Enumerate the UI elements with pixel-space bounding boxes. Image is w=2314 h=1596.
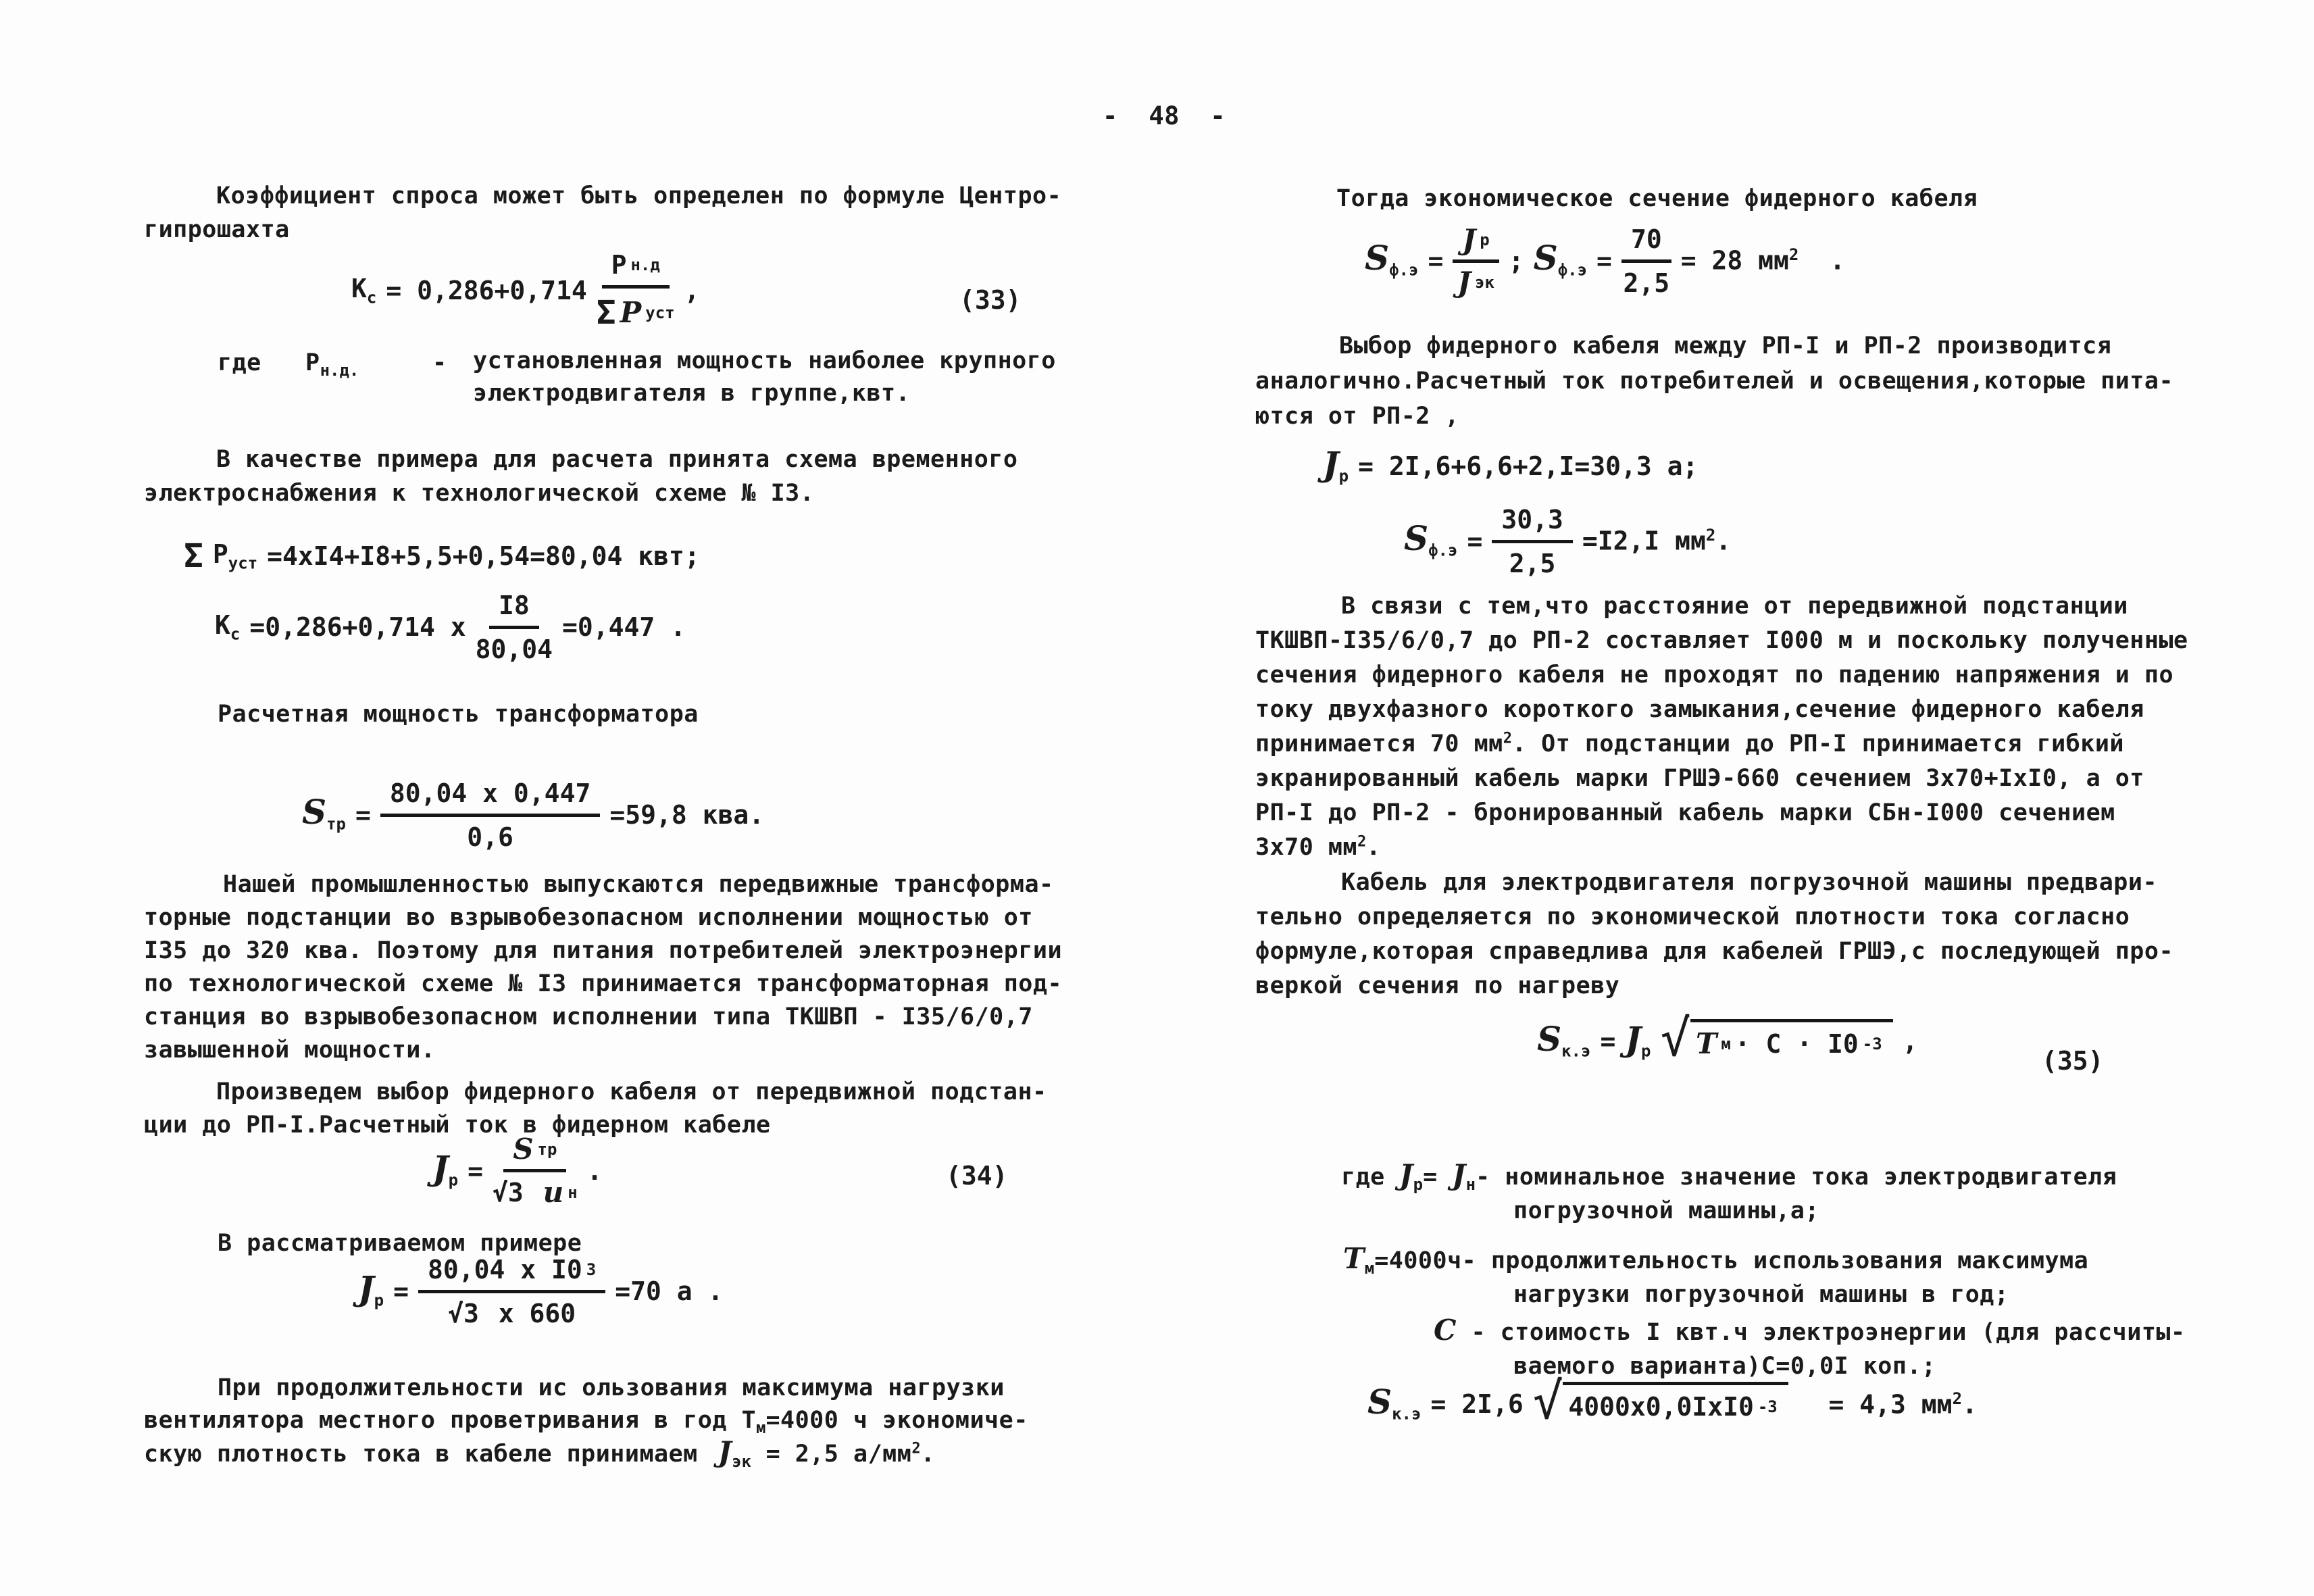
paragraph-line: Тогда экономическое сечение фидерного кабеля: [1336, 185, 1978, 212]
paragraph-line: станция во взрывобезопасном исполнении типа ТКШВП - I35/6/0,7: [144, 1003, 1033, 1030]
formula-term: $J_р$: [1625, 1019, 1651, 1061]
paragraph-line: гипрошахта: [144, 216, 290, 243]
paragraph-line: завышенной мощности.: [144, 1037, 436, 1064]
paragraph-line: принимается 70 $мм^2$. От подстанции до РП-I принимается гибкий: [1255, 730, 2124, 757]
paragraph-line: аналогично.Расчетный ток потребителей и освещения,которые пита-: [1255, 368, 2174, 395]
where-desc: электродвигателя в группе,квт.: [473, 380, 911, 407]
fraction: $\frac{30,3}{2,5}$: [1492, 503, 1573, 578]
formula-sfe2: [1404, 503, 1731, 578]
paragraph-line: формуле,которая справедлива для кабелей ГРШЭ,с последующей про-: [1255, 938, 2174, 965]
formula-term: $К_с$: [351, 273, 377, 307]
formula-term: =: [355, 799, 371, 830]
paragraph-line: тельно определяется по экономической плотности тока согласно: [1255, 903, 2130, 930]
paragraph-line: В качестве примера для расчета принята схема временного: [216, 446, 1018, 473]
formula-final: [1367, 1372, 1978, 1430]
formula-str: [302, 777, 764, 852]
formula-term: $К_с$: [215, 609, 241, 644]
paragraph-line: В рассматриваемом примере: [218, 1230, 582, 1257]
formula-term: =4хI4+I8+5,5+0,54=80,04 квт;: [267, 541, 700, 571]
paragraph-line: Кабель для электродвигателя погрузочной машины предвари-: [1341, 869, 2158, 896]
where-row: $Т_м=4000ч-$ продолжительность использования максимума: [1343, 1242, 2089, 1278]
formula-term: =: [1467, 526, 1483, 556]
where-desc: ваемого варианта)С=0,0I коп.;: [1513, 1353, 1936, 1380]
paragraph-line: ТКШВП-I35/6/0,7 до РП-2 составляет I000 м и поскольку полученные: [1255, 627, 2188, 654]
formula-term: ,: [684, 275, 700, 305]
where-row: С - стоимость I квт.ч электроэнергии (для рассчиты-: [1434, 1314, 2186, 1347]
formula-35: [1537, 1009, 1918, 1068]
formula-34: [432, 1134, 603, 1207]
formula-term: =: [393, 1276, 409, 1306]
paragraph-line: электроснабжения к технологической схеме № I3.: [144, 480, 815, 507]
formula-term: = 4,3 $мм^2$.: [1828, 1389, 1978, 1420]
paragraph-line: При продолжительности ис ользования максимума нагрузки: [218, 1374, 1005, 1401]
formula-term: $S_{к.э}$: [1537, 1019, 1591, 1061]
paragraph-line: Расчетная мощность трансформатора: [218, 701, 699, 728]
formula-term: $J_р$: [358, 1268, 384, 1310]
square-root: √ 4000х0,0IхI0 -3: [1533, 1382, 1788, 1427]
formula-term: $J_р$: [432, 1148, 459, 1190]
formula-sfe: [1365, 223, 1845, 298]
paragraph-line: Произведем выбор фидерного кабеля от передвижной подстан-: [216, 1078, 1047, 1105]
where-keyword: где: [218, 349, 261, 376]
formula-33: [351, 249, 700, 332]
paragraph-line: торные подстанции во взрывобезопасном исполнении мощностью от: [144, 904, 1033, 931]
where-desc: погрузочной машины,а;: [1513, 1197, 1820, 1224]
formula-kc: [215, 589, 686, 664]
paragraph-line: ются от РП-2 ,: [1255, 403, 1460, 430]
formula-term: ,: [1902, 1026, 1918, 1057]
fraction: $\frac{70}{2,5}$: [1621, 223, 1671, 298]
formula-term: $S_{тр}$: [302, 792, 347, 834]
formula-term: =I2,I $мм^2$.: [1582, 526, 1732, 556]
fraction: $\frac{80,04 х 0,447}{0,6}$: [380, 777, 600, 852]
fraction: 80,04 х I0 3 √3 х 660: [418, 1253, 605, 1328]
fraction: Р н.д Σ Р уст: [596, 250, 675, 332]
where-row: где $J_р= J_н-$ номинальное значение тока электродвигателя: [1341, 1158, 2117, 1194]
paragraph-line: току двухфазного короткого замыкания,сечение фидерного кабеля: [1255, 696, 2144, 723]
fraction: S тр √3 u н: [493, 1132, 578, 1209]
formula-sum-power: [184, 537, 700, 575]
fraction: J р J эк: [1453, 224, 1499, 297]
paragraph-line: Коэффициент спроса может быть определен по формуле Центро-: [216, 182, 1062, 209]
formula-term: =: [468, 1155, 484, 1186]
paragraph-line: вентилятора местного проветривания в год $Т_м=4000$ ч экономиче-: [144, 1407, 1028, 1437]
paragraph-line: Выбор фидерного кабеля между РП-I и РП-2 производится: [1339, 332, 2112, 359]
formula-term: =0,286+0,714 х: [249, 612, 466, 642]
paragraph-line: сечения фидерного кабеля не проходят по падению напряжения и по: [1255, 662, 2174, 689]
where-dash: -: [432, 349, 447, 376]
formula-term: $S_{ф.э}$: [1533, 238, 1588, 280]
formula-number: (35): [2042, 1046, 2104, 1076]
formula-term: =: [1600, 1026, 1616, 1057]
paragraph-line: РП-I до РП-2 - бронированный кабель марки СБн-I000 сечением: [1255, 799, 2115, 826]
formula-term: $S_{к.э}$: [1367, 1382, 1422, 1424]
formula-term: = 0,286+0,714: [386, 275, 587, 305]
formula-term: $J_р$: [1323, 444, 1349, 486]
paragraph-line: Нашей промышленностью выпускаются передвижные трансформа-: [223, 871, 1054, 898]
where-desc: установленная мощность наиболее крупного: [473, 347, 1056, 374]
paragraph-line: 3х70 $мм^2$.: [1255, 833, 1381, 861]
paragraph-line: ции до РП-I.Расчетный ток в фидерном кабеле: [144, 1112, 771, 1139]
paragraph-line: экранированный кабель марки ГРШЭ-660 сечением 3х70+IхI0, а от: [1255, 765, 2144, 792]
formula-number: (34): [946, 1161, 1008, 1191]
formula-jp: [358, 1253, 723, 1328]
formula-number: (33): [959, 285, 1022, 315]
paragraph-line: веркой сечения по нагреву: [1255, 972, 1620, 999]
square-root: √ Т м · С · I0 -3: [1660, 1019, 1892, 1064]
formula-term: =: [1596, 245, 1612, 276]
formula-term: = 28 $мм^2$ .: [1680, 245, 1845, 276]
formula-term: = 2I,6: [1430, 1389, 1524, 1420]
fraction: $\frac{I8}{80,04}$: [475, 591, 553, 664]
where-desc: нагрузки погрузочной машины в год;: [1513, 1281, 2009, 1308]
page-number: - 48 -: [1103, 101, 1226, 130]
formula-jp2: [1323, 444, 1699, 486]
formula-term: =0,447 .: [562, 612, 686, 642]
paragraph-line: I35 до 320 ква. Поэтому для питания потребителей электроэнергии: [144, 937, 1063, 964]
formula-term: =70 а .: [615, 1276, 724, 1306]
sigma-symbol: Σ: [184, 537, 203, 575]
formula-term: = 2I,6+6,6+2,I=30,3 а;: [1358, 451, 1699, 482]
paragraph-line: В связи с тем,что расстояние от передвижной подстанции: [1341, 593, 2128, 620]
formula-term: $S_{ф.э}$: [1365, 238, 1419, 280]
formula-term: $Р_{уст}$: [212, 539, 258, 573]
where-symbol: $Р_{н.д.}$: [305, 349, 359, 380]
formula-term: ;: [1508, 245, 1524, 276]
formula-term: =: [1428, 245, 1444, 276]
formula-term: =59,8 ква.: [609, 799, 765, 830]
paragraph-line: по технологической схеме № I3 принимается трансформаторная под-: [144, 970, 1063, 997]
formula-term: .: [586, 1155, 603, 1186]
formula-term: $S_{ф.э}$: [1404, 518, 1458, 560]
paragraph-line: скую плотность тока в кабеле принимаем $J_{эк} = 2,5$ $а/мм^2$.: [144, 1435, 936, 1471]
